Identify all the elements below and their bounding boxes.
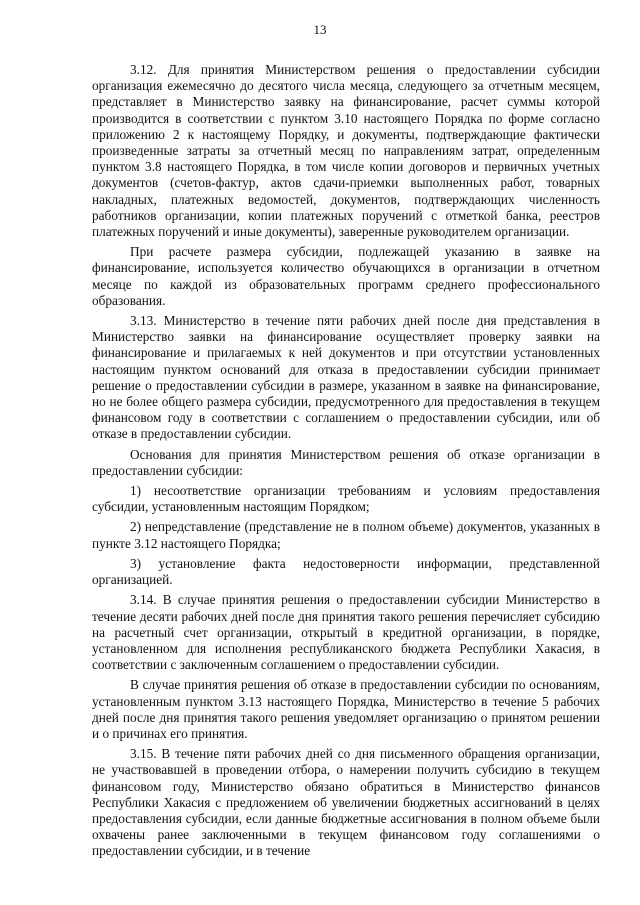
page-number: 13	[313, 22, 327, 37]
document-body	[92, 62, 600, 864]
paragraph-3-15: 3.15. В течение пяти рабочих дней со дня письменного обращения организации, не участвовавшей в проведении отбора, о намерении получить субсидию в текущем финансовом году, Министерство обязано обратиться в Министерство финансов Республики Хакасия с предложением об увеличении бюджетных ассигнований в целях предоставления субсидии, если данные бюджетные ассигнования в полном объеме были охвачены ранее заключенными в текущем финансовом году соглашениями о предоставлении субсидии, и в течение	[92, 746, 600, 859]
paragraph-3-12: 3.12. Для принятия Министерством решения о предоставлении субсидии организация ежемесячно до десятого числа месяца, следующего за отчетным месяцем, представляет в Министерство заявку на финансирование, расчет суммы которой производится в соответствии с пунктом 3.10 настоящего Порядка по форме согласно приложению 2 к настоящему Порядку, и документы, подтверждающие фактически произведенные затраты за отчетный месяц по направлениям затрат, определенным пунктом 3.8 настоящего Порядка, в том числе копии договоров и первичных учетных документов (счетов-фактур, актов сдачи-приемки выполненных работ, товарных накладных, платежных ведомостей, документов, подтверждающих численность работников организации, копии платежных поручений с отметкой банка, реестров платежных поручений и иные документы), заверенные руководителем организации.	[92, 62, 600, 240]
paragraph-refusal-grounds: Основания для принятия Министерством решения об отказе организации в предоставлении субсидии:	[92, 446, 600, 478]
paragraph-3-13: 3.13. Министерство в течение пяти рабочих дней после дня представления в Министерство заявки на финансирование осуществляет проверку заявки на финансирование и прилагаемых к ней документов и при отсутствии установленных настоящим пунктом оснований для отказа в предоставлении субсидии принимает решение о предоставлении субсидии в размере, указанном в заявке на финансирование, но не более общего размера субсидии, предусмотренного для предоставления в текущем финансовом году в соответствии с соглашением о предоставлении субсидии, или об отказе в предоставлении субсидии.	[92, 313, 600, 442]
list-item-ground-3: 3) установление факта недостоверности информации, представленной организацией.	[92, 555, 600, 588]
paragraph-3-14: 3.14. В случае принятия решения о предоставлении субсидии Министерство в течение десяти рабочих дней после дня принятия такого решения перечисляет субсидию на расчетный счет организации, открытый в кредитной организации, в порядке, установленном для исполнения республиканского бюджета Республики Хакасия, в соответствии с заключенным соглашением о предоставлении субсидии.	[92, 592, 600, 673]
paragraph-subsidy-calculation: При расчете размера субсидии, подлежащей указанию в заявке на финансирование, используется количество обучающихся в организации в отчетном месяце по каждой из образовательных программ среднего профессионального образования.	[92, 244, 600, 308]
paragraph-refusal-notice: В случае принятия решения об отказе в предоставлении субсидии по основаниям, установленным пунктом 3.13 настоящего Порядка, Министерство в течение 5 рабочих дней после дня принятия такого решения уведомляет организацию о принятом решении и о причинах его принятия.	[92, 677, 600, 741]
list-item-ground-1: 1) несоответствие организации требованиям и условиям предоставления субсидии, установленным настоящим Порядком;	[92, 483, 600, 515]
list-item-ground-2: 2) непредставление (представление не в полном объеме) документов, указанных в пункте 3.12 настоящего Порядка;	[92, 519, 600, 551]
